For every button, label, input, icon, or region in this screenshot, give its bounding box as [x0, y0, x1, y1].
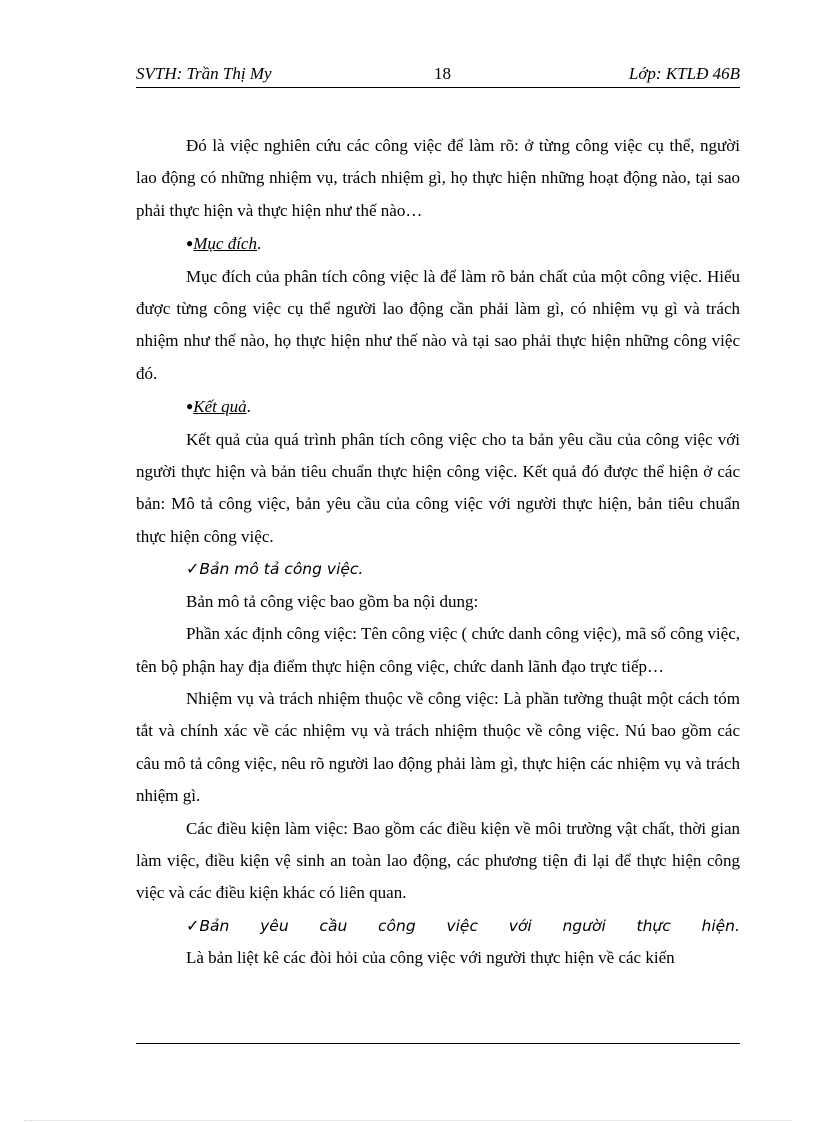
bullet-purpose — [136, 227, 740, 260]
header-author: SVTH: Trần Thị My — [136, 64, 272, 83]
page-edge — [24, 1120, 792, 1121]
paragraph-three-contents: Bản mô tả công việc bao gồm ba nội dung: — [186, 591, 479, 611]
check-req-word-4: công — [378, 916, 416, 935]
check-mark-icon: ✓ — [186, 559, 200, 579]
page-header — [136, 64, 740, 88]
check-job-requirements — [136, 910, 740, 942]
bullet-purpose-label: Mục đích — [193, 234, 257, 254]
check-req-word-8: thực — [636, 916, 671, 935]
check-req-word-2: yêu — [260, 916, 289, 935]
paragraph-purpose: Mục đích của phân tích công việc là để làm rõ bản chất của một công việc. Hiểu được từng công việc cụ thể người lao động cần phải làm gì, có nhiệm vụ gì và trách nhiệm như thế nào, họ thực hiện như thế nào và tại sao phải thực hiện những công việc đó. — [136, 266, 740, 383]
header-divider — [136, 87, 740, 88]
footer-divider — [136, 1043, 740, 1044]
paragraph-job-identification: Phần xác định công việc: Tên công việc ( chức danh công việc), mã số công việc, tên bộ phận hay địa điểm thực hiện công việc, chức danh lãnh đạo trực tiếp… — [136, 624, 740, 676]
check-job-description — [136, 553, 740, 585]
check-mark-icon: ✓ — [186, 915, 200, 935]
bullet-purpose-period: . — [256, 234, 262, 254]
paragraph-working-conditions: Các điều kiện làm việc: Bao gồm các điều kiện về môi trường vật chất, thời gian làm việc, điều kiện vệ sinh an toàn lao động, các phương tiện đi lại để thực hiện công việc và các điều kiện khác có liên quan. — [136, 818, 740, 903]
paragraph-duties: Nhiệm vụ và trách nhiệm thuộc về công việc: Là phần tường thuật một cách tóm tắt và chính xác về các nhiệm vụ và trách nhiệm thuộc về công việc. Nú bao gồm các câu mô tả công việc, nêu rõ người lao động phải làm gì, thực hiện các nhiệm vụ và trách nhiệm gì. — [136, 688, 740, 806]
check-req-word-9: hiện. — [701, 916, 740, 935]
black-circle-bullet-icon: ● — [186, 399, 194, 414]
check-job-description-label: Bản mô tả công việc. — [199, 560, 364, 579]
bullet-result-period: . — [246, 397, 251, 417]
check-req-word-6: với — [508, 916, 532, 935]
check-req-word-5: việc — [446, 916, 478, 935]
paragraph-requirements: Là bản liệt kê các đòi hỏi của công việc với người thực hiện về các kiến — [186, 948, 675, 968]
paragraph-result: Kết quả của quá trình phân tích công việc cho ta bản yêu cầu của công việc với người thực hiện và bản tiêu chuẩn thực hiện công việc. Kết quả đó được thể hiện ở các bản: Mô tả công việc, bản yêu cầu của công việc với người thực hiện, bản tiêu chuẩn thực hiện công việc. — [136, 429, 740, 546]
paragraph-definition: Đó là việc nghiên cứu các công việc để làm rõ: ở từng công việc cụ thể, người lao động có những nhiệm vụ, trách nhiệm gì, họ thực hiện những hoạt động nào, tại sao phải thực hiện và thực hiện như thế nào… — [136, 136, 740, 220]
bullet-result — [136, 390, 740, 423]
check-req-word-3: cầu — [319, 916, 348, 935]
check-req-word-1: ✓Bản — [186, 915, 230, 935]
check-req-word-7: người — [562, 916, 606, 935]
page-number: 18 — [434, 64, 451, 83]
bullet-result-label: Kết quả — [193, 397, 247, 417]
header-class: Lớp: KTLĐ 46B — [628, 64, 740, 83]
black-circle-bullet-icon: ● — [186, 236, 194, 251]
document-body — [136, 130, 740, 975]
